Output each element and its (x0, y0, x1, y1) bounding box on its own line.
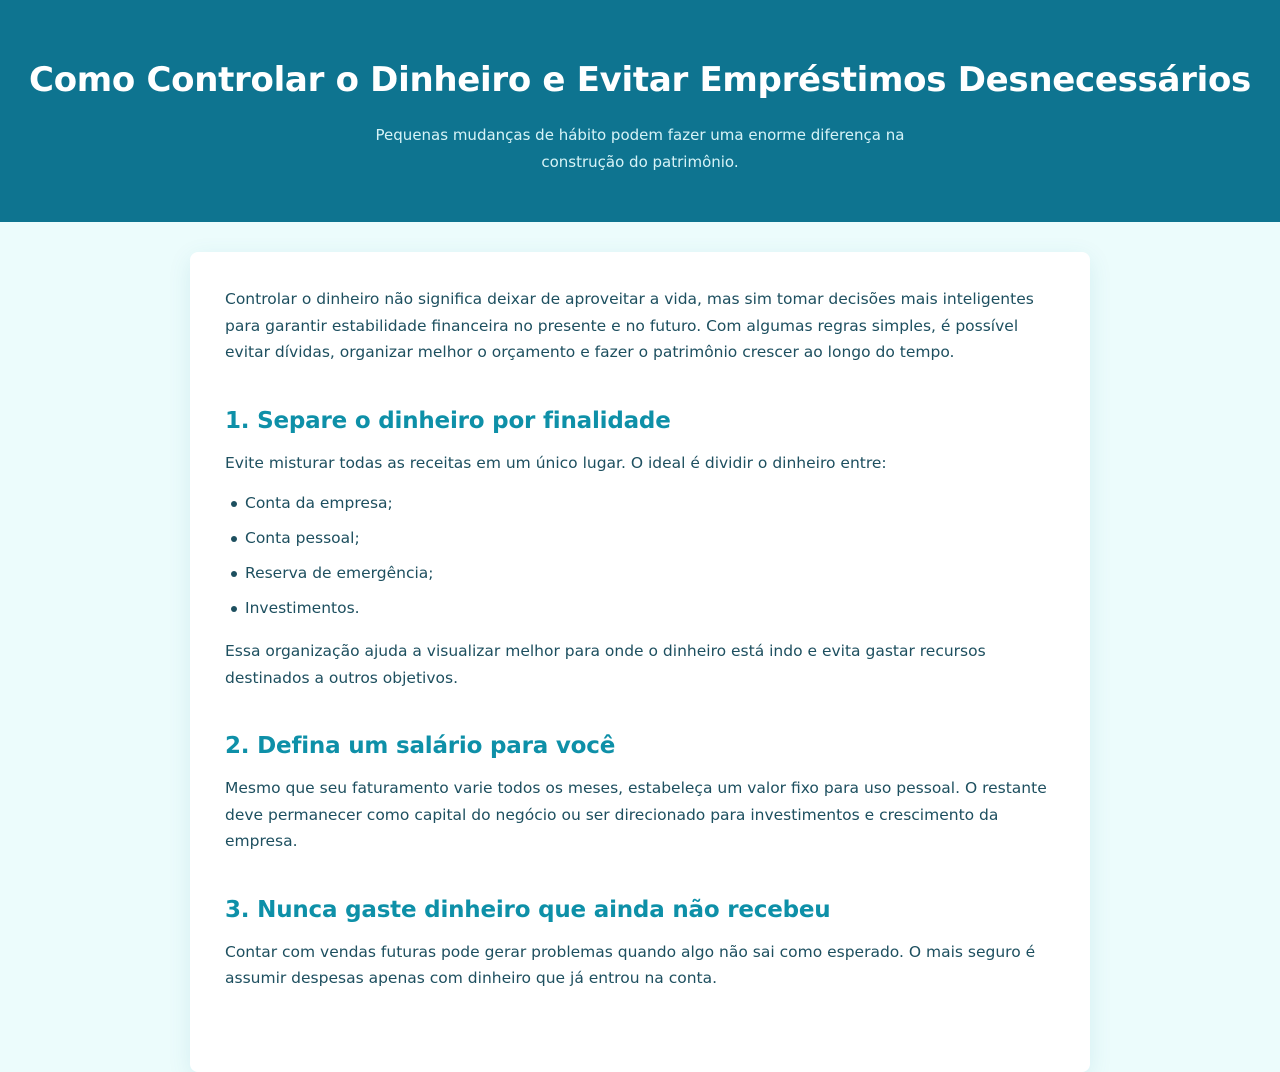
page-header (0, 0, 1280, 222)
section-heading: 2. Defina um salário para você (225, 733, 616, 759)
list-item-text: Conta pessoal; (245, 529, 360, 547)
list-item-text: Investimentos. (245, 599, 360, 617)
list-item (225, 556, 1055, 591)
intro-paragraph: Controlar o dinheiro não significa deixar de aproveitar a vida, mas sim tomar decisões mais inteligentes para garantir estabilidade financeira no presente e no futuro. Com algumas regras simples, é possível evitar dívidas, organizar melhor o orçamento e fazer o patrimônio crescer ao longo do tempo. (225, 290, 1034, 361)
list-item-text: Conta da empresa; (245, 494, 393, 512)
bullet-icon (231, 536, 237, 542)
list-item (225, 521, 1055, 556)
section-closing-paragraph: Essa organização ajuda a visualizar melhor para onde o dinheiro está indo e evita gastar recursos destinados a outros objetivos. (225, 642, 986, 687)
section-paragraph: Mesmo que seu faturamento varie todos os meses, estabeleça um valor fixo para uso pessoal. O restante deve permanecer como capital do negócio ou ser direcionado para investimentos e crescimento da empresa. (225, 779, 1047, 850)
section-separate-money (225, 406, 1055, 692)
article-card (190, 252, 1090, 1072)
page-subtitle: Pequenas mudanças de hábito podem fazer uma enorme diferença na construção do patrimônio. (375, 126, 905, 171)
bullet-icon (231, 501, 237, 507)
bullet-list (225, 486, 1055, 626)
section-paragraph: Contar com vendas futuras pode gerar problemas quando algo não sai como esperado. O mais seguro é assumir despesas apenas com dinheiro que já entrou na conta. (225, 942, 1036, 987)
bullet-icon (231, 606, 237, 612)
section-paragraph: Evite misturar todas as receitas em um único lugar. O ideal é dividir o dinheiro entre: (225, 453, 887, 472)
list-item (225, 486, 1055, 521)
page-title: Como Controlar o Dinheiro e Evitar Empréstimos Desnecessários (29, 60, 1251, 100)
section-heading: 1. Separe o dinheiro por finalidade (225, 407, 671, 434)
section-never-spend-unreceived (225, 895, 1055, 992)
list-item (225, 591, 1055, 626)
bullet-icon (231, 571, 237, 577)
list-item-text: Reserva de emergência; (245, 564, 434, 582)
section-define-salary (225, 731, 1055, 855)
section-heading: 3. Nunca gaste dinheiro que ainda não recebeu (225, 896, 831, 923)
